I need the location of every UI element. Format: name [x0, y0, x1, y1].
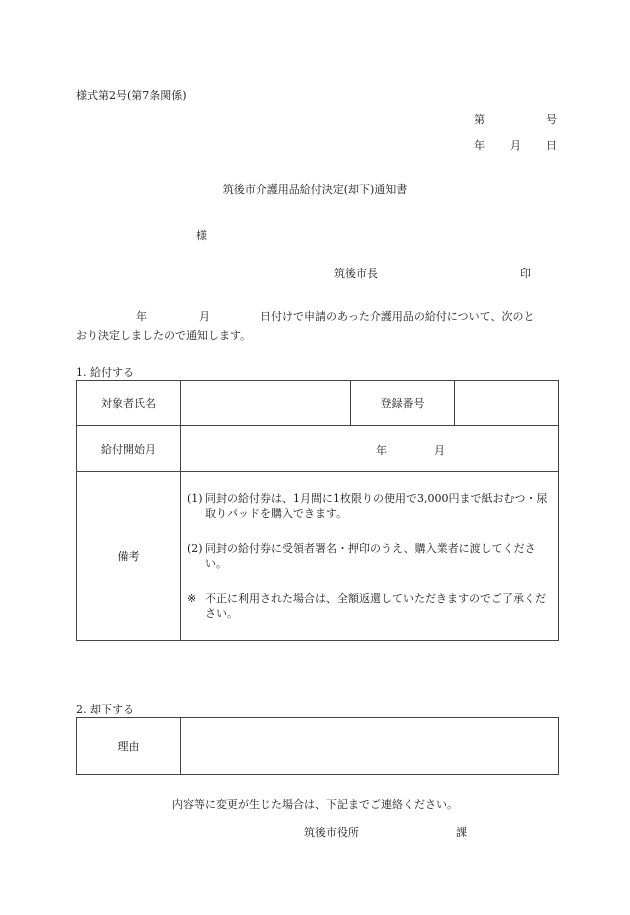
- start-month: 月: [434, 443, 445, 457]
- date-year: 年: [474, 139, 485, 152]
- seal-mark: 印: [520, 267, 531, 280]
- remark-note-2: [187, 541, 550, 571]
- reason-cell: [181, 718, 559, 775]
- note-3-text: 不正に利用された場合は、全額返還していただきますのでご了承ください。: [205, 592, 546, 620]
- registration-number-cell: [455, 381, 559, 426]
- subject-name-label: 対象者氏名: [77, 381, 181, 426]
- office-name: 筑後市役所: [304, 826, 359, 839]
- note-1-marker: (1): [187, 492, 203, 505]
- contact-notice: 内容等に変更が生じた場合は、下記までご連絡ください。: [172, 798, 458, 811]
- start-month-label: 給付開始月: [77, 426, 181, 472]
- body-text-line1: 日付けで申請のあった介護用品の給付について、次のと: [260, 310, 535, 323]
- doc-number-suffix: 号: [546, 113, 557, 126]
- section2-heading: 2. 却下する: [76, 703, 134, 716]
- body-month: 月: [199, 310, 210, 323]
- grant-table: [76, 380, 559, 641]
- section1-heading: 1. 給付する: [76, 366, 134, 379]
- section-suffix: 課: [456, 826, 467, 839]
- remark-note-3: [187, 591, 550, 621]
- subject-name-cell: [181, 381, 351, 426]
- document-title: 筑後市介護用品給付決定(却下)通知書: [222, 183, 408, 196]
- remarks-label: 備考: [77, 472, 181, 641]
- start-year: 年: [376, 443, 387, 457]
- date-month: 月: [510, 139, 521, 152]
- form-number: 様式第2号(第7条関係): [76, 89, 187, 102]
- start-month-cell: [181, 426, 559, 472]
- remarks-cell: [181, 472, 559, 641]
- doc-number-prefix: 第: [474, 113, 485, 126]
- issuer-name: 筑後市長: [334, 267, 378, 280]
- note-2-text: 同封の給付券に受領者署名・押印のうえ、購入業者に渡してください。: [205, 542, 536, 570]
- body-text-line2: おり決定しましたので通知します。: [76, 329, 252, 342]
- recipient-honorific: 様: [196, 229, 207, 242]
- note-1-text: 同封の給付券は、1月間に1枚限りの使用で3,000円まで紙おむつ・尿取りパッドを購入できます。: [205, 492, 548, 520]
- reason-label: 理由: [77, 718, 181, 775]
- note-2-marker: (2): [187, 542, 203, 555]
- registration-number-label: 登録番号: [351, 381, 455, 426]
- body-year: 年: [136, 310, 147, 323]
- note-3-marker: ※: [187, 592, 197, 605]
- reject-table: [76, 717, 559, 775]
- remark-note-1: [187, 491, 550, 521]
- date-day: 日: [546, 139, 557, 152]
